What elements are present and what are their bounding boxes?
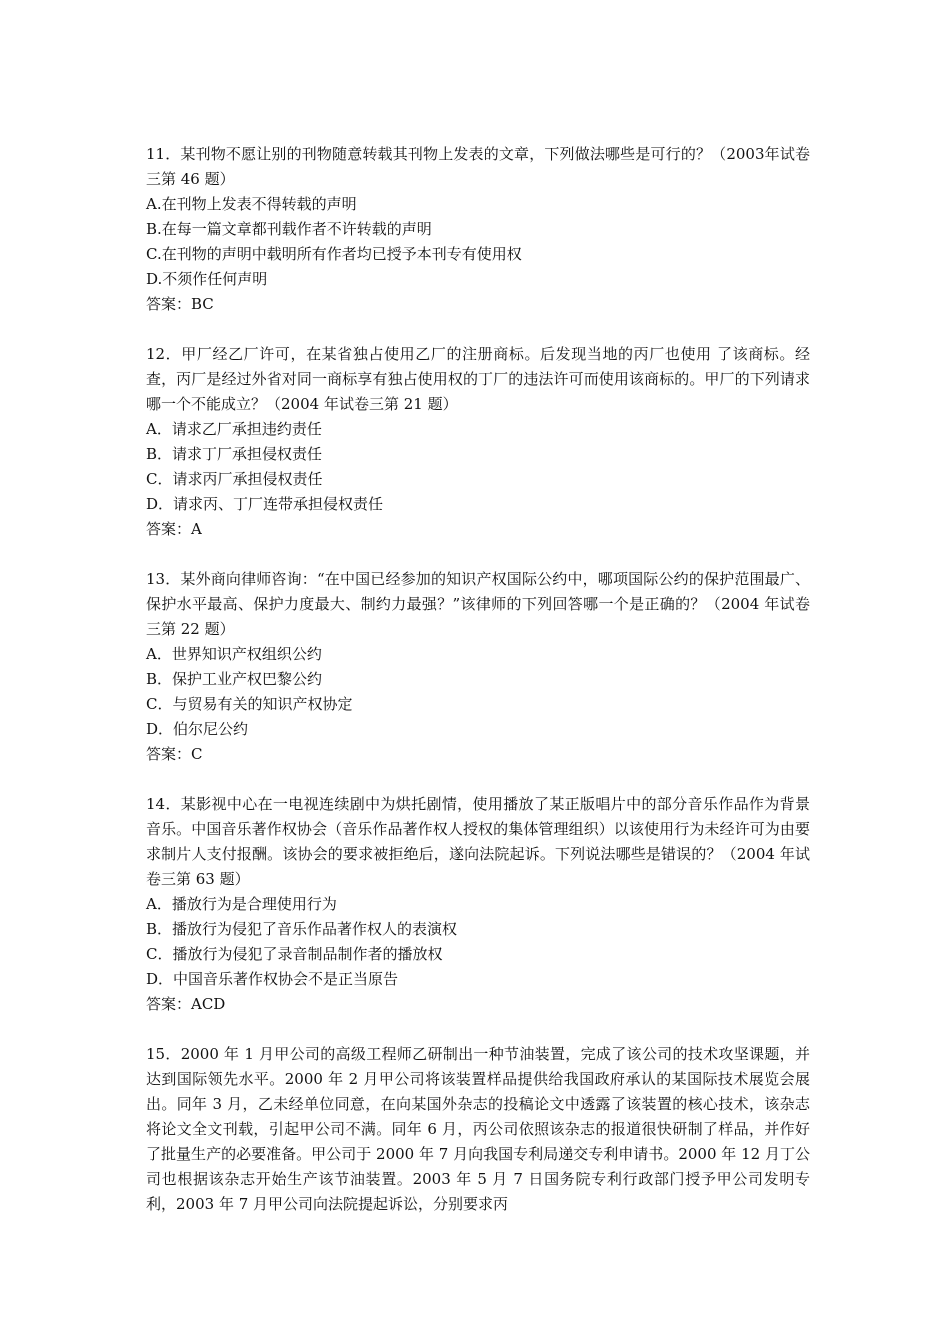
option-a: A.在刊物上发表不得转载的声明 (146, 195, 357, 213)
option-d: D．伯尔尼公约 (146, 720, 249, 738)
option-c: C．播放行为侵犯了录音制品制作者的播放权 (146, 945, 443, 963)
question-15 (146, 1042, 810, 1217)
question-stem: 14．某影视中心在一电视连续剧中为烘托剧情，使用播放了某正版唱片中的部分音乐作品作为背景音乐。中国音乐著作权协会（音乐作品著作权人授权的集体管理组织）以该使用行为未经许可为由要求制片人支付报酬。该协会的要求被拒绝后，遂向法院起诉。下列说法哪些是错误的？（2004 年试卷三第 63 题） (146, 795, 810, 888)
question-14 (146, 792, 810, 1017)
option-c: C.在刊物的声明中载明所有作者均已授予本刊专有使用权 (146, 245, 522, 263)
question-stem: 15．2000 年 1 月甲公司的高级工程师乙研制出一种节油装置，完成了该公司的技术攻坚课题，并达到国际领先水平。2000 年 2 月甲公司将该装置样品提供给我国政府承认的某国际技术展览会展出。同年 3 月，乙未经单位同意，在向某国外杂志的投稿论文中透露了该装置的核心技术，该杂志将论文全文刊载，引起甲公司不满。同年 6 月，丙公司依照该杂志的报道很快研制了样品，并作好了批量生产的必要准备。甲公司于 2000 年 7 月向我国专利局递交专利申请书。2000 年 12 月丁公司也根据该杂志开始生产该节油装置。2003 年 5 月 7 日国务院专利行政部门授予甲公司发明专利，2003 年 7 月甲公司向法院提起诉讼，分别要求丙 (146, 1045, 810, 1213)
question-stem: 11．某刊物不愿让别的刊物随意转载其刊物上发表的文章，下列做法哪些是可行的？（2003年试卷三第 46 题） (146, 145, 810, 188)
option-b: B．请求丁厂承担侵权责任 (146, 445, 323, 463)
option-a: A．请求乙厂承担违约责任 (146, 420, 322, 438)
answer-line: 答案：C (146, 745, 203, 763)
option-d: D．中国音乐著作权协会不是正当原告 (146, 970, 399, 988)
question-stem: 12．甲厂经乙厂许可，在某省独占使用乙厂的注册商标。后发现当地的丙厂也使用 了该商标。经查，丙厂是经过外省对同一商标享有独占使用权的丁厂的违法许可而使用该商标的。甲厂的下列请求哪一个不能成立？（2004 年试卷三第 21 题） (146, 345, 810, 413)
question-11 (146, 142, 810, 317)
option-d: D.不须作任何声明 (146, 270, 268, 288)
question-list (146, 142, 810, 1242)
option-a: A．播放行为是合理使用行为 (146, 895, 337, 913)
question-stem: 13．某外商向律师咨询：“在中国已经参加的知识产权国际公约中，哪项国际公约的保护范围最广、保护水平最高、保护力度最大、制约力最强？”该律师的下列回答哪一个是正确的？（2004 年试卷三第 22 题） (146, 570, 810, 638)
answer-line: 答案：BC (146, 295, 214, 313)
option-b: B.在每一篇文章都刊载作者不许转载的声明 (146, 220, 432, 238)
question-12 (146, 342, 810, 542)
question-13 (146, 567, 810, 767)
option-b: B．播放行为侵犯了音乐作品著作权人的表演权 (146, 920, 458, 938)
option-b: B．保护工业产权巴黎公约 (146, 670, 323, 688)
option-c: C．请求丙厂承担侵权责任 (146, 470, 323, 488)
option-d: D．请求丙、丁厂连带承担侵权责任 (146, 495, 384, 513)
option-c: C．与贸易有关的知识产权协定 (146, 695, 353, 713)
answer-line: 答案：A (146, 520, 202, 538)
option-a: A．世界知识产权组织公约 (146, 645, 322, 663)
answer-line: 答案：ACD (146, 995, 226, 1013)
